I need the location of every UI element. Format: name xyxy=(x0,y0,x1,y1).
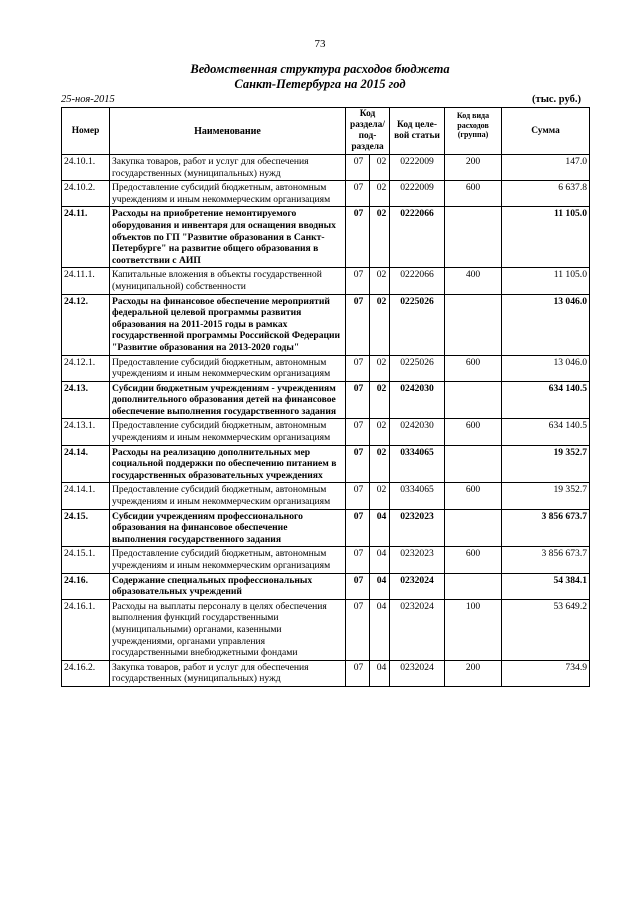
row-kind xyxy=(445,294,502,355)
row-kind xyxy=(445,207,502,268)
row-article: 0242030 xyxy=(390,381,445,419)
row-name: Расходы на выплаты персоналу в целях обеспечения выполнения функций государственными (муниципальными) органами, казенными учреждениями, органами управления государственными внебюджетными фондами xyxy=(110,599,346,660)
row-sum: 13 046.0 xyxy=(502,355,590,381)
row-number: 24.16.1. xyxy=(62,599,110,660)
row-name: Субсидии учреждениям профессионального образования на финансовое обеспечение выполнения государственного задания xyxy=(110,509,346,547)
row-name: Закупка товаров, работ и услуг для обеспечения государственных (муниципальных) нужд xyxy=(110,155,346,181)
title-line-2: Санкт-Петербурга на 2015 год xyxy=(234,77,406,91)
row-article: 0232024 xyxy=(390,660,445,686)
row-article: 0232023 xyxy=(390,547,445,573)
row-section: 07 xyxy=(346,381,370,419)
row-kind: 400 xyxy=(445,268,502,294)
row-subsection: 04 xyxy=(370,599,390,660)
row-section: 07 xyxy=(346,547,370,573)
row-subsection: 04 xyxy=(370,573,390,599)
row-subsection: 02 xyxy=(370,381,390,419)
row-kind: 600 xyxy=(445,547,502,573)
row-subsection: 02 xyxy=(370,419,390,445)
row-number: 24.15.1. xyxy=(62,547,110,573)
table-row xyxy=(62,483,590,509)
table-row xyxy=(62,573,590,599)
table-row xyxy=(62,381,590,419)
row-kind: 600 xyxy=(445,483,502,509)
row-kind: 600 xyxy=(445,419,502,445)
table-row xyxy=(62,547,590,573)
table-row xyxy=(62,445,590,483)
row-subsection: 02 xyxy=(370,181,390,207)
row-name: Предоставление субсидий бюджетным, автономным учреждениям и иным некоммерческим организациям xyxy=(110,355,346,381)
row-name: Содержание специальных профессиональных образовательных учреждений xyxy=(110,573,346,599)
row-section: 07 xyxy=(346,509,370,547)
row-kind xyxy=(445,381,502,419)
row-subsection: 02 xyxy=(370,207,390,268)
row-article: 0232024 xyxy=(390,573,445,599)
table-row xyxy=(62,599,590,660)
row-subsection: 04 xyxy=(370,509,390,547)
row-article: 0334065 xyxy=(390,483,445,509)
row-section: 07 xyxy=(346,419,370,445)
row-name: Предоставление субсидий бюджетным, автономным учреждениям и иным некоммерческим организациям xyxy=(110,419,346,445)
row-section: 07 xyxy=(346,294,370,355)
row-name: Предоставление субсидий бюджетным, автономным учреждениям и иным некоммерческим организациям xyxy=(110,483,346,509)
row-name: Расходы на приобретение немонтируемого оборудования и инвентаря для оснащения вводных объектов по ГП "Развитие образования в Санкт-Петербурге" на развитие общего образования в соответствии с АИП xyxy=(110,207,346,268)
row-name: Закупка товаров, работ и услуг для обеспечения государственных (муниципальных) нужд xyxy=(110,660,346,686)
row-sum: 13 046.0 xyxy=(502,294,590,355)
row-sum: 634 140.5 xyxy=(502,419,590,445)
budget-table xyxy=(61,107,590,687)
row-kind xyxy=(445,509,502,547)
row-number: 24.10.1. xyxy=(62,155,110,181)
row-sum: 147.0 xyxy=(502,155,590,181)
row-section: 07 xyxy=(346,355,370,381)
table-row xyxy=(62,509,590,547)
row-article: 0222066 xyxy=(390,207,445,268)
row-kind: 600 xyxy=(445,355,502,381)
row-section: 07 xyxy=(346,573,370,599)
row-name: Капитальные вложения в объекты государственной (муниципальной) собственности xyxy=(110,268,346,294)
header-kind: Код вида расходов (группа) xyxy=(445,108,502,155)
row-kind: 600 xyxy=(445,181,502,207)
row-name: Предоставление субсидий бюджетным, автономным учреждениям и иным некоммерческим организациям xyxy=(110,181,346,207)
row-number: 24.15. xyxy=(62,509,110,547)
table-header-row xyxy=(62,108,590,155)
row-section: 07 xyxy=(346,483,370,509)
document-title xyxy=(0,62,640,92)
row-article: 0225026 xyxy=(390,294,445,355)
row-sum: 19 352.7 xyxy=(502,445,590,483)
row-number: 24.14.1. xyxy=(62,483,110,509)
row-subsection: 02 xyxy=(370,155,390,181)
row-kind xyxy=(445,573,502,599)
page-number: 73 xyxy=(314,38,326,50)
title-line-1: Ведомственная структура расходов бюджета xyxy=(190,62,450,76)
header-number: Номер xyxy=(62,108,110,155)
row-subsection: 04 xyxy=(370,547,390,573)
header-section: Код раздела/ под-раздела xyxy=(346,108,390,155)
row-subsection: 02 xyxy=(370,294,390,355)
row-kind: 100 xyxy=(445,599,502,660)
row-sum: 3 856 673.7 xyxy=(502,509,590,547)
table-row xyxy=(62,181,590,207)
row-number: 24.16.2. xyxy=(62,660,110,686)
row-article: 0334065 xyxy=(390,445,445,483)
row-subsection: 02 xyxy=(370,445,390,483)
row-number: 24.16. xyxy=(62,573,110,599)
row-section: 07 xyxy=(346,155,370,181)
row-article: 0232024 xyxy=(390,599,445,660)
row-section: 07 xyxy=(346,268,370,294)
row-subsection: 02 xyxy=(370,355,390,381)
row-number: 24.11.1. xyxy=(62,268,110,294)
table-row xyxy=(62,355,590,381)
unit-label: (тыс. руб.) xyxy=(532,94,581,105)
row-article: 0232023 xyxy=(390,509,445,547)
row-sum: 11 105.0 xyxy=(502,207,590,268)
row-number: 24.11. xyxy=(62,207,110,268)
row-number: 24.10.2. xyxy=(62,181,110,207)
row-name: Расходы на реализацию дополнительных мер социальной поддержки по обеспечению питанием в государственных образовательных учреждениях xyxy=(110,445,346,483)
row-name: Расходы на финансовое обеспечение мероприятий федеральной целевой программы развития образования на 2011-2015 годы в рамках государственной программы Российской Федерации "Развитие образования на 2013-2020 годы" xyxy=(110,294,346,355)
table-row xyxy=(62,268,590,294)
row-sum: 734.9 xyxy=(502,660,590,686)
row-article: 0222009 xyxy=(390,155,445,181)
row-number: 24.13.1. xyxy=(62,419,110,445)
row-name: Предоставление субсидий бюджетным, автономным учреждениям и иным некоммерческим организациям xyxy=(110,547,346,573)
row-kind: 200 xyxy=(445,155,502,181)
header-article: Код целе-вой статьи xyxy=(390,108,445,155)
row-subsection: 02 xyxy=(370,268,390,294)
row-number: 24.12.1. xyxy=(62,355,110,381)
document-date: 25-ноя-2015 xyxy=(61,94,115,105)
row-section: 07 xyxy=(346,207,370,268)
row-subsection: 02 xyxy=(370,483,390,509)
row-kind xyxy=(445,445,502,483)
table-row xyxy=(62,207,590,268)
row-article: 0222066 xyxy=(390,268,445,294)
table-row xyxy=(62,660,590,686)
row-kind: 200 xyxy=(445,660,502,686)
table-row xyxy=(62,155,590,181)
row-number: 24.13. xyxy=(62,381,110,419)
row-article: 0222009 xyxy=(390,181,445,207)
row-section: 07 xyxy=(346,599,370,660)
row-sum: 11 105.0 xyxy=(502,268,590,294)
row-subsection: 04 xyxy=(370,660,390,686)
row-article: 0242030 xyxy=(390,419,445,445)
table-row xyxy=(62,294,590,355)
row-section: 07 xyxy=(346,181,370,207)
row-article: 0225026 xyxy=(390,355,445,381)
row-name: Субсидии бюджетным учреждениям - учреждениям дополнительного образования детей на финансовое обеспечение выполнения государственного задания xyxy=(110,381,346,419)
table-row xyxy=(62,419,590,445)
header-name: Наименование xyxy=(110,108,346,155)
row-sum: 54 384.1 xyxy=(502,573,590,599)
row-sum: 53 649.2 xyxy=(502,599,590,660)
row-sum: 19 352.7 xyxy=(502,483,590,509)
row-section: 07 xyxy=(346,660,370,686)
row-number: 24.12. xyxy=(62,294,110,355)
header-sum: Сумма xyxy=(502,108,590,155)
row-section: 07 xyxy=(346,445,370,483)
row-sum: 3 856 673.7 xyxy=(502,547,590,573)
row-sum: 634 140.5 xyxy=(502,381,590,419)
row-number: 24.14. xyxy=(62,445,110,483)
row-sum: 6 637.8 xyxy=(502,181,590,207)
